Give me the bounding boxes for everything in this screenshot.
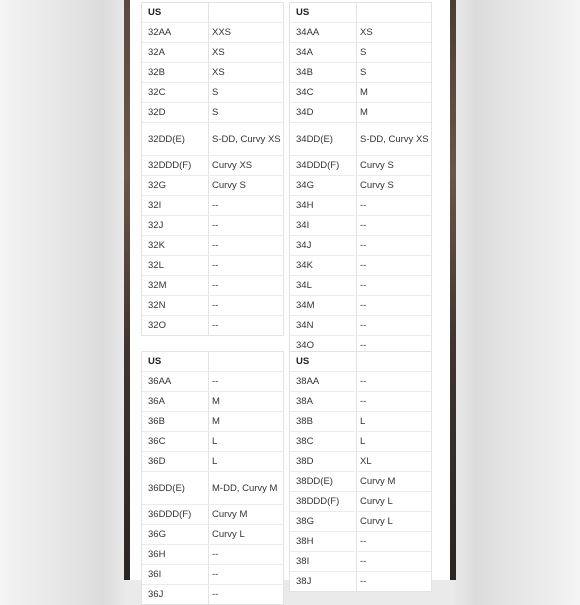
band-cup-size: 32L	[142, 256, 209, 275]
mapped-size: --	[360, 536, 367, 547]
header-label: US	[142, 352, 209, 371]
band-cup-size: 36DD(E)	[142, 472, 209, 504]
table-row	[290, 42, 431, 62]
band-cup-size: 32O	[142, 316, 209, 335]
band-cup-size: 32DDD(F)	[142, 156, 209, 175]
mapped-size: --	[360, 376, 367, 387]
band-cup-size: 32K	[142, 236, 209, 255]
table-row	[290, 82, 431, 102]
table-row	[142, 22, 283, 42]
table-row	[142, 584, 283, 604]
band-cup-size: 32M	[142, 276, 209, 295]
table-row	[290, 371, 431, 391]
table-row	[290, 295, 431, 315]
band-cup-size: 38B	[290, 412, 357, 431]
mapped-size: --	[212, 280, 219, 291]
header-empty	[357, 352, 431, 371]
mapped-size: L	[360, 436, 366, 447]
band-cup-size: 36C	[142, 432, 209, 451]
band-cup-size: 38J	[290, 572, 357, 591]
mapped-size: --	[360, 576, 367, 587]
band-cup-size: 34G	[290, 176, 357, 195]
band-cup-size: 32J	[142, 216, 209, 235]
mapped-size: Curvy S	[360, 180, 394, 191]
mapped-size: --	[212, 376, 219, 387]
table-row	[142, 411, 283, 431]
table-row	[142, 471, 283, 504]
table-row	[142, 175, 283, 195]
table-row	[290, 551, 431, 571]
table-row	[142, 544, 283, 564]
table-header	[142, 3, 283, 22]
table-row	[290, 315, 431, 335]
band-cup-size: 34C	[290, 83, 357, 102]
mapped-size: S	[212, 107, 219, 118]
mapped-size: XS	[360, 27, 373, 38]
header-label: US	[290, 352, 357, 371]
table-row	[142, 155, 283, 175]
band-cup-size: 32I	[142, 196, 209, 215]
table-row	[142, 315, 283, 335]
mapped-size: Curvy L	[212, 529, 245, 540]
band-cup-size: 36AA	[142, 372, 209, 391]
mapped-size: --	[212, 260, 219, 271]
band-cup-size: 38D	[290, 452, 357, 471]
table-row	[142, 215, 283, 235]
band-cup-size: 32G	[142, 176, 209, 195]
band-cup-size: 32C	[142, 83, 209, 102]
mapped-size: --	[212, 320, 219, 331]
band-cup-size: 36I	[142, 565, 209, 584]
mapped-size: Curvy S	[212, 180, 246, 191]
header-empty	[209, 3, 283, 22]
mapped-size: S	[360, 47, 367, 58]
table-row	[290, 62, 431, 82]
mapped-size: M-DD, Curvy M	[212, 482, 278, 494]
table-row	[142, 504, 283, 524]
right-shadow	[450, 0, 456, 580]
mapped-size: XS	[212, 67, 225, 78]
mapped-size: M	[360, 107, 368, 118]
mapped-size: --	[212, 240, 219, 251]
band-cup-size: 32A	[142, 43, 209, 62]
table-row	[142, 62, 283, 82]
size-table-34	[289, 2, 432, 356]
table-header	[290, 3, 431, 22]
band-cup-size: 38H	[290, 532, 357, 551]
band-cup-size: 38DD(E)	[290, 472, 357, 491]
mapped-size: S-DD, Curvy XS	[212, 133, 281, 145]
band-cup-size: 32N	[142, 296, 209, 315]
table-row	[142, 524, 283, 544]
size-table-38	[289, 351, 432, 592]
band-cup-size: 34K	[290, 256, 357, 275]
mapped-size: --	[360, 340, 367, 351]
table-row	[142, 122, 283, 155]
mapped-size: --	[360, 260, 367, 271]
mapped-size: --	[360, 280, 367, 291]
table-row	[290, 155, 431, 175]
band-cup-size: 36G	[142, 525, 209, 544]
table-row	[290, 471, 431, 491]
table-row	[290, 22, 431, 42]
mapped-size: L	[360, 416, 366, 427]
size-table-36	[141, 351, 284, 605]
table-row	[290, 431, 431, 451]
mapped-size: --	[360, 220, 367, 231]
mapped-size: L	[212, 436, 218, 447]
band-cup-size: 34N	[290, 316, 357, 335]
table-row	[142, 391, 283, 411]
table-row	[290, 391, 431, 411]
band-cup-size: 36DDD(F)	[142, 505, 209, 524]
table-row	[142, 102, 283, 122]
table-row	[290, 235, 431, 255]
band-cup-size: 34I	[290, 216, 357, 235]
mapped-size: --	[212, 220, 219, 231]
table-row	[290, 175, 431, 195]
band-cup-size: 38DDD(F)	[290, 492, 357, 511]
table-row	[142, 42, 283, 62]
table-row	[290, 215, 431, 235]
table-row	[142, 451, 283, 471]
band-cup-size: 38AA	[290, 372, 357, 391]
table-row	[290, 571, 431, 591]
mapped-size: Curvy S	[360, 160, 394, 171]
band-cup-size: 32D	[142, 103, 209, 122]
table-row	[290, 511, 431, 531]
table-row	[142, 431, 283, 451]
band-cup-size: 34H	[290, 196, 357, 215]
mapped-size: Curvy M	[212, 509, 248, 520]
mapped-size: --	[360, 396, 367, 407]
mapped-size: S-DD, Curvy XS	[360, 133, 429, 145]
table-row	[142, 295, 283, 315]
mapped-size: XS	[212, 47, 225, 58]
table-row	[290, 531, 431, 551]
mapped-size: --	[212, 589, 219, 600]
mapped-size: S	[212, 87, 219, 98]
header-label: US	[290, 3, 357, 22]
mapped-size: --	[360, 320, 367, 331]
mapped-size: --	[212, 549, 219, 560]
mapped-size: Curvy M	[360, 476, 396, 487]
mapped-size: --	[212, 200, 219, 211]
size-chart-panel	[130, 0, 450, 600]
band-cup-size: 38C	[290, 432, 357, 451]
band-cup-size: 34A	[290, 43, 357, 62]
header-empty	[357, 3, 431, 22]
band-cup-size: 34AA	[290, 23, 357, 42]
table-row	[290, 275, 431, 295]
band-cup-size: 32DD(E)	[142, 123, 209, 155]
band-cup-size: 38I	[290, 552, 357, 571]
mapped-size: --	[212, 569, 219, 580]
table-row	[142, 275, 283, 295]
mapped-size: M	[360, 87, 368, 98]
band-cup-size: 36A	[142, 392, 209, 411]
mapped-size: S	[360, 67, 367, 78]
table-row	[142, 564, 283, 584]
table-row	[290, 451, 431, 471]
mapped-size: Curvy XS	[212, 160, 253, 171]
band-cup-size: 34DD(E)	[290, 123, 357, 155]
table-row	[290, 122, 431, 155]
size-table-32	[141, 2, 284, 336]
table-row	[142, 371, 283, 391]
band-cup-size: 34D	[290, 103, 357, 122]
table-row	[290, 195, 431, 215]
band-cup-size: 34M	[290, 296, 357, 315]
band-cup-size: 36D	[142, 452, 209, 471]
table-row	[142, 82, 283, 102]
band-cup-size: 38G	[290, 512, 357, 531]
band-cup-size: 36H	[142, 545, 209, 564]
band-cup-size: 32B	[142, 63, 209, 82]
mapped-size: --	[360, 300, 367, 311]
band-cup-size: 36B	[142, 412, 209, 431]
header-empty	[209, 352, 283, 371]
mapped-size: XXS	[212, 27, 232, 38]
band-cup-size: 34B	[290, 63, 357, 82]
table-header	[290, 352, 431, 371]
header-label: US	[142, 3, 209, 22]
table-header	[142, 352, 283, 371]
band-cup-size: 34L	[290, 276, 357, 295]
table-row	[290, 102, 431, 122]
mapped-size: --	[360, 556, 367, 567]
mapped-size: M	[212, 396, 220, 407]
mapped-size: --	[360, 240, 367, 251]
table-row	[290, 411, 431, 431]
mapped-size: L	[212, 456, 218, 467]
table-row	[142, 235, 283, 255]
band-cup-size: 38A	[290, 392, 357, 411]
band-cup-size: 36J	[142, 585, 209, 604]
band-cup-size: 34J	[290, 236, 357, 255]
mapped-size: --	[212, 300, 219, 311]
band-cup-size: 34DDD(F)	[290, 156, 357, 175]
mapped-size: Curvy L	[360, 496, 393, 507]
band-cup-size: 34O	[290, 336, 357, 355]
mapped-size: XL	[360, 456, 372, 467]
table-row	[290, 255, 431, 275]
band-cup-size: 32AA	[142, 23, 209, 42]
table-row	[142, 255, 283, 275]
mapped-size: --	[360, 200, 367, 211]
mapped-size: Curvy L	[360, 516, 393, 527]
table-row	[290, 491, 431, 511]
table-row	[142, 195, 283, 215]
mapped-size: M	[212, 416, 220, 427]
